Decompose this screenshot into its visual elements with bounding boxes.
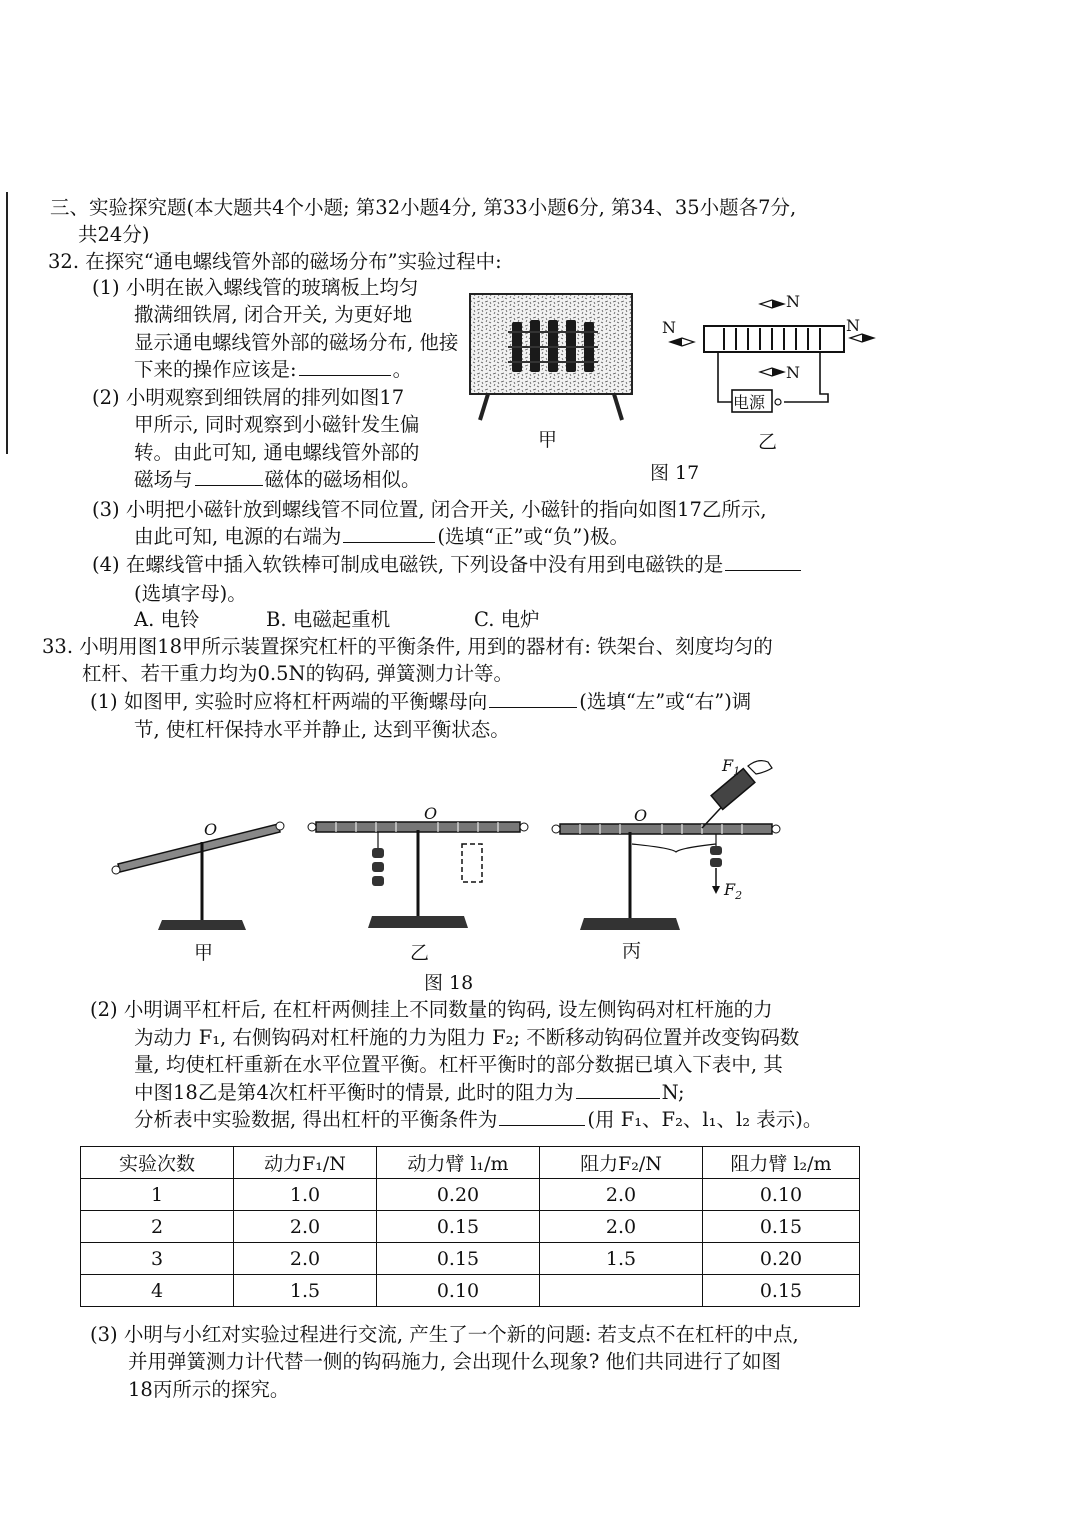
q32-p2-line1: (2) 小明观察到细铁屑的排列如图17 [92, 386, 405, 409]
table-header: 实验次数 [81, 1147, 234, 1179]
margin-rule [6, 192, 8, 454]
empty-answer-cell[interactable] [540, 1275, 703, 1307]
q32-p3-line2: 由此可知, 电源的右端为 (选填“正”或“负”)极。 [134, 525, 629, 548]
fig18-label-yi: 乙 [410, 942, 430, 964]
north-label-right: N [846, 316, 860, 335]
table-header: 动力臂 l₁/m [377, 1147, 540, 1179]
fig18-label-bing: 丙 [622, 940, 642, 962]
option-a: A. 电铃 [134, 608, 200, 631]
table-row: 1 1.0 0.20 2.0 0.10 [81, 1179, 860, 1211]
pivot-label-a: O [204, 820, 218, 839]
option-b: B. 电磁起重机 [266, 608, 391, 631]
q32-p4-line2: (选填字母)。 [134, 582, 247, 605]
table-row: 2 2.0 0.15 2.0 0.15 [81, 1211, 860, 1243]
answer-blank-4[interactable] [725, 552, 801, 571]
answer-blank-7[interactable] [499, 1107, 585, 1126]
q32-p1-line2: 撒满细铁屑, 闭合开关, 为更好地 [134, 303, 413, 326]
fig18-lever-yi [308, 818, 530, 934]
table-row: 3 2.0 0.15 1.5 0.20 [81, 1243, 860, 1275]
q32-p1-line3: 显示通电螺线管外部的磁场分布, 他接 [134, 331, 459, 354]
q33-p2-line2: 为动力 F₁, 右侧钩码对杠杆施的力为阻力 F₂; 不断移动钩码位置并改变钩码数 [134, 1026, 800, 1049]
answer-blank-1[interactable] [299, 357, 391, 376]
answer-blank-5[interactable] [489, 689, 577, 708]
section-heading: 三、实验探究题(本大题共4个小题; 第32小题4分, 第33小题6分, 第34、35小题各7分, [50, 196, 797, 219]
fig17-label-jia: 甲 [538, 429, 558, 451]
answer-blank-6[interactable] [576, 1080, 660, 1099]
fig18-lever-jia [110, 812, 290, 934]
q33-p2-line3: 量, 均使杠杆重新在水平位置平衡。杠杆平衡时的部分数据已填入下表中, 其 [134, 1053, 783, 1076]
fig18-lever-bing [552, 752, 812, 934]
table-row: 4 1.5 0.10 0.15 [81, 1275, 860, 1307]
q32-p1-line1: (1) 小明在嵌入螺线管的玻璃板上均匀 [92, 276, 419, 299]
power-source-label: 电源 [733, 393, 766, 412]
force-f1-label: $F_1$ [722, 756, 741, 779]
q32-p2-line3: 转。由此可知, 通电螺线管外部的 [134, 441, 420, 464]
fig17-label-yi: 乙 [758, 431, 778, 453]
north-label-bottom: N [786, 363, 800, 382]
q33-p1-line2: 节, 使杠杆保持水平并静止, 达到平衡状态。 [134, 718, 510, 741]
pivot-label-c: O [634, 806, 648, 825]
answer-blank-2[interactable] [195, 467, 263, 486]
fig18-caption: 图 18 [424, 972, 474, 994]
q32-intro: 32. 在探究“通电螺线管外部的磁场分布”实验过程中: [48, 250, 502, 273]
q33-p3-line1: (3) 小明与小红对实验过程进行交流, 产生了一个新的问题: 若支点不在杠杆的中点, [90, 1323, 799, 1346]
q32-p2-line4: 磁场与 磁体的磁场相似。 [134, 468, 421, 491]
table-header-row [81, 1147, 860, 1179]
section-heading-cont: 共24分) [78, 223, 150, 246]
fig17-solenoid-circuit [660, 290, 890, 420]
table-header: 阻力臂 l₂/m [703, 1147, 860, 1179]
q33-intro-line1: 33. 小明用图18甲所示装置探究杠杆的平衡条件, 用到的器材有: 铁架台、刻度均匀的 [42, 635, 773, 658]
q32-p2-line2: 甲所示, 同时观察到小磁针发生偏 [134, 413, 420, 436]
table-header: 阻力F₂/N [540, 1147, 703, 1179]
q32-p3-line1: (3) 小明把小磁针放到螺线管不同位置, 闭合开关, 小磁针的指向如图17乙所示, [92, 498, 767, 521]
force-f2-label: $F_2$ [724, 880, 743, 903]
q32-p4-line1: (4) 在螺线管中插入软铁棒可制成电磁铁, 下列设备中没有用到电磁铁的是 [92, 552, 803, 578]
pivot-label-b: O [424, 804, 438, 823]
fig17-iron-filings [468, 292, 638, 424]
option-c: C. 电炉 [474, 608, 540, 631]
table-header: 动力F₁/N [234, 1147, 377, 1179]
q33-intro-line2: 杠杆、若干重力均为0.5N的钩码, 弹簧测力计等。 [82, 662, 513, 685]
north-label-left: N [662, 318, 676, 337]
experiment-table [80, 1146, 860, 1307]
north-label-top: N [786, 292, 800, 311]
q33-p3-line2: 并用弹簧测力计代替一侧的钩码施力, 会出现什么现象? 他们共同进行了如图 [128, 1350, 782, 1373]
fig18-label-jia: 甲 [194, 942, 214, 964]
q33-p1-line1: (1) 如图甲, 实验时应将杠杆两端的平衡螺母向 (选填“左”或“右”)调 [90, 690, 752, 713]
q33-p2-line1: (2) 小明调平杠杆后, 在杠杆两侧挂上不同数量的钩码, 设左侧钩码对杠杆施的力 [90, 998, 773, 1021]
q32-p1-line4: 下来的操作应该是: 。 [134, 358, 413, 381]
q33-p2-line4: 中图18乙是第4次杠杆平衡时的情景, 此时的阻力为 N; [134, 1081, 685, 1104]
answer-blank-3[interactable] [343, 524, 435, 543]
q33-p2-line5: 分析表中实验数据, 得出杠杆的平衡条件为 (用 F₁、F₂、l₁、l₂ 表示)。 [134, 1108, 823, 1131]
q33-p3-line3: 18丙所示的探究。 [128, 1378, 290, 1401]
fig17-caption: 图 17 [650, 462, 700, 484]
q32-p1-text: 下来的操作应该是: [134, 358, 297, 381]
